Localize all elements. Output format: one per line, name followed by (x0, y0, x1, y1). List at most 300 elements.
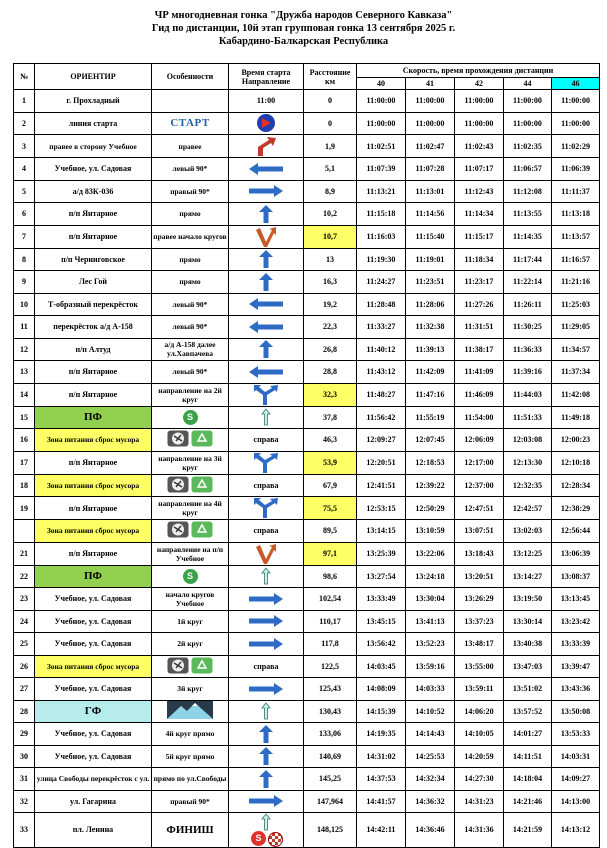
distance-cell: 19,2 (304, 293, 357, 316)
fork-right-arrow-icon (253, 497, 279, 519)
direction-cell (229, 678, 304, 701)
distance-cell: 37,8 (304, 406, 357, 429)
feature-cell: начало кругов Учебное (152, 588, 229, 611)
time-cell: 14:25:53 (406, 745, 455, 768)
orient-cell: ПФ (35, 406, 152, 429)
distance-cell: 147,964 (304, 790, 357, 813)
distance-cell: 13 (304, 248, 357, 271)
table-row (14, 225, 600, 248)
feature-cell (152, 565, 229, 588)
time-cell: 12:32:35 (504, 474, 552, 497)
time-cell: 13:55:00 (455, 655, 504, 678)
time-cell: 11:55:19 (406, 406, 455, 429)
orient-cell: Учебное, ул. Садовая (35, 745, 152, 768)
table-row (14, 203, 600, 226)
time-cell: 11:00:00 (455, 112, 504, 135)
time-cell: 13:24:18 (406, 565, 455, 588)
time-cell: 11:21:16 (552, 271, 600, 294)
orient-cell: п/п Янтарное (35, 497, 152, 520)
time-cell: 11:00:00 (504, 90, 552, 113)
orient-cell: Зона питания сброс мусора (35, 474, 152, 497)
row-number: 6 (14, 203, 35, 226)
time-cell: 13:19:50 (504, 588, 552, 611)
table-row (14, 497, 600, 520)
row-number (14, 520, 35, 543)
time-cell: 14:06:20 (455, 700, 504, 723)
time-cell: 11:19:30 (357, 248, 406, 271)
table-row (14, 542, 600, 565)
table-row (14, 588, 600, 611)
feature-cell: направление на 2й круг (152, 383, 229, 406)
time-cell: 11:34:57 (552, 338, 600, 361)
service-stop-icon: S (183, 569, 198, 584)
time-cell: 14:36:46 (406, 813, 455, 848)
distance-cell: 145,25 (304, 768, 357, 791)
feature-cell: левый 90* (152, 361, 229, 384)
distance-cell: 46,3 (304, 429, 357, 452)
table-row (14, 316, 600, 339)
time-cell: 11:15:18 (357, 203, 406, 226)
distance-cell: 28,8 (304, 361, 357, 384)
feature-cell: правее начало кругов (152, 225, 229, 248)
row-number: 28 (14, 700, 35, 723)
orient-cell: ГФ (35, 700, 152, 723)
table-row (14, 338, 600, 361)
time-cell: 11:06:57 (504, 158, 552, 181)
feature-cell: а/д А-158 далее ул.Хавпачева (152, 338, 229, 361)
service-stop-icon: S (183, 410, 198, 425)
time-cell: 14:10:05 (455, 723, 504, 746)
time-cell: 11:02:51 (357, 135, 406, 158)
time-cell: 11:00:00 (357, 112, 406, 135)
direction-cell (229, 655, 304, 678)
direction-cell (229, 813, 304, 848)
row-number: 30 (14, 745, 35, 768)
feature-cell: правее (152, 135, 229, 158)
time-cell: 11:11:37 (552, 180, 600, 203)
time-cell: 11:28:48 (357, 293, 406, 316)
distance-cell: 22,3 (304, 316, 357, 339)
time-cell: 12:47:51 (455, 497, 504, 520)
time-cell: 13:23:42 (552, 610, 600, 633)
straight-arrow-icon (258, 204, 274, 224)
orient-cell: п/п Янтарное (35, 225, 152, 248)
time-cell: 12:10:18 (552, 451, 600, 474)
direction-cell (229, 768, 304, 791)
table-row (14, 406, 600, 429)
time-cell: 14:01:27 (504, 723, 552, 746)
time-cell: 14:42:11 (357, 813, 406, 848)
row-number: 5 (14, 180, 35, 203)
feature-cell: правый 90* (152, 180, 229, 203)
recycle-icon (191, 521, 213, 538)
straight-arrow-icon (258, 272, 274, 292)
distance-cell: 5,1 (304, 158, 357, 181)
speed-42: 42 (455, 78, 504, 90)
orient-cell: п/п Янтарное (35, 542, 152, 565)
time-cell: 11:44:03 (504, 383, 552, 406)
table-row (14, 383, 600, 406)
feature-cell: прямо (152, 203, 229, 226)
orient-cell: а/д 83К-036 (35, 180, 152, 203)
time-cell: 11:39:16 (504, 361, 552, 384)
time-cell: 11:13:18 (552, 203, 600, 226)
col-header-orient: ОРИЕНТИР (35, 64, 152, 90)
time-cell: 14:19:35 (357, 723, 406, 746)
title-line-1: ЧР многодневная гонка "Дружба народов Северного Кавказа" (154, 10, 453, 21)
document-header (0, 0, 607, 47)
orient-cell: Учебное, ул. Садовая (35, 158, 152, 181)
table-row (14, 135, 600, 158)
feature-cell (152, 474, 229, 497)
direction-cell (229, 293, 304, 316)
row-number: 31 (14, 768, 35, 791)
distance-cell: 67,9 (304, 474, 357, 497)
straight-arrow-icon (258, 249, 274, 269)
time-cell: 14:31:23 (455, 790, 504, 813)
distance-cell: 89,5 (304, 520, 357, 543)
direction-cell (229, 135, 304, 158)
row-number: 3 (14, 135, 35, 158)
orient-cell: Т-образный перекрёсток (35, 293, 152, 316)
direction-text: справа (253, 661, 279, 671)
finish-icons (251, 834, 283, 843)
direction-cell (229, 565, 304, 588)
feature-cell (152, 520, 229, 543)
feature-cell: 3й круг (152, 678, 229, 701)
distance-cell: 122,5 (304, 655, 357, 678)
time-cell: 14:36:32 (406, 790, 455, 813)
feature-cell: направление на п/п Учебное (152, 542, 229, 565)
table-row (14, 429, 600, 452)
table-row (14, 90, 600, 113)
row-number: 14 (14, 383, 35, 406)
orient-cell: правее в сторону Учебное (35, 135, 152, 158)
time-cell: 13:10:59 (406, 520, 455, 543)
table-row (14, 451, 600, 474)
orient-cell: Учебное, ул. Садовая (35, 678, 152, 701)
direction-cell (229, 383, 304, 406)
distance-cell: 1,9 (304, 135, 357, 158)
time-cell: 11:38:17 (455, 338, 504, 361)
time-cell: 13:57:52 (504, 700, 552, 723)
time-cell: 11:30:25 (504, 316, 552, 339)
orient-cell: Учебное, ул. Садовая (35, 723, 152, 746)
direction-cell (229, 203, 304, 226)
time-cell: 11:06:39 (552, 158, 600, 181)
feature-cell (152, 429, 229, 452)
time-cell: 14:03:33 (406, 678, 455, 701)
orient-cell: г. Прохладный (35, 90, 152, 113)
time-cell: 11:54:00 (455, 406, 504, 429)
time-cell: 13:52:23 (406, 633, 455, 656)
time-cell: 11:23:51 (406, 271, 455, 294)
speed-44: 44 (504, 78, 552, 90)
table-row (14, 745, 600, 768)
feature-cell: прямо (152, 248, 229, 271)
row-number: 15 (14, 406, 35, 429)
time-cell: 13:12:25 (504, 542, 552, 565)
time-cell: 14:41:57 (357, 790, 406, 813)
recycle-icon (191, 430, 213, 447)
time-cell: 11:49:18 (552, 406, 600, 429)
mountain-finish-icon (167, 701, 213, 719)
left-turn-arrow-icon (248, 365, 284, 379)
time-cell: 12:37:00 (455, 474, 504, 497)
time-cell: 13:25:39 (357, 542, 406, 565)
row-number: 1 (14, 90, 35, 113)
row-number: 26 (14, 655, 35, 678)
right-turn-arrow-icon (248, 184, 284, 198)
time-cell: 14:15:39 (357, 700, 406, 723)
row-number: 19 (14, 497, 35, 520)
time-cell: 11:41:09 (455, 361, 504, 384)
direction-cell (229, 271, 304, 294)
direction-cell (229, 497, 304, 520)
time-cell: 11:12:08 (504, 180, 552, 203)
left-turn-arrow-icon (248, 162, 284, 176)
time-cell: 14:13:12 (552, 813, 600, 848)
time-cell: 13:02:03 (504, 520, 552, 543)
table-row (14, 610, 600, 633)
orient-cell: пл. Ленина (35, 813, 152, 848)
time-cell: 11:28:06 (406, 293, 455, 316)
row-number: 32 (14, 790, 35, 813)
distance-cell: 130,43 (304, 700, 357, 723)
time-cell: 13:48:17 (455, 633, 504, 656)
time-cell: 13:33:39 (552, 633, 600, 656)
direction-text: справа (253, 526, 279, 536)
time-cell: 13:14:15 (357, 520, 406, 543)
orient-cell: п/п Черниговское (35, 248, 152, 271)
feature-cell: левый 90* (152, 316, 229, 339)
fork-right-arrow-icon (253, 384, 279, 406)
time-cell: 13:14:27 (504, 565, 552, 588)
bear-right-arrow-icon (254, 135, 278, 157)
distance-cell: 53,9 (304, 451, 357, 474)
time-cell: 12:00:23 (552, 429, 600, 452)
direction-text: 11:00 (256, 96, 276, 106)
row-number: 12 (14, 338, 35, 361)
row-number: 25 (14, 633, 35, 656)
orient-cell: Учебное, ул. Садовая (35, 610, 152, 633)
time-cell: 12:39:22 (406, 474, 455, 497)
direction-cell (229, 158, 304, 181)
time-cell: 11:13:01 (406, 180, 455, 203)
col-header-num: № (14, 64, 35, 90)
feature-cell: правый 90* (152, 790, 229, 813)
food-zone-icon (167, 430, 189, 447)
table-row (14, 678, 600, 701)
time-cell: 13:06:39 (552, 542, 600, 565)
time-cell: 14:11:51 (504, 745, 552, 768)
time-cell: 11:19:01 (406, 248, 455, 271)
time-cell: 13:37:23 (455, 610, 504, 633)
row-number: 22 (14, 565, 35, 588)
time-cell: 11:24:27 (357, 271, 406, 294)
row-number: 10 (14, 293, 35, 316)
orient-cell: перекрёсток а/д А-158 (35, 316, 152, 339)
speed-46: 46 (552, 78, 600, 90)
orient-cell: п/п Янтарное (35, 383, 152, 406)
table-row (14, 700, 600, 723)
time-cell: 11:17:44 (504, 248, 552, 271)
direction-text: справа (253, 480, 279, 490)
distance-cell: 98,6 (304, 565, 357, 588)
time-cell: 11:00:00 (504, 112, 552, 135)
time-cell: 14:09:27 (552, 768, 600, 791)
time-cell: 13:08:37 (552, 565, 600, 588)
straight-arrow-icon (258, 339, 274, 359)
feature-cell: левый 90* (152, 158, 229, 181)
time-cell: 13:27:54 (357, 565, 406, 588)
direction-cell (229, 112, 304, 135)
time-cell: 11:16:57 (552, 248, 600, 271)
distance-cell: 0 (304, 90, 357, 113)
time-cell: 12:53:15 (357, 497, 406, 520)
right-turn-arrow-icon (248, 794, 284, 808)
time-cell: 13:30:04 (406, 588, 455, 611)
thin-arrow-up-icon (261, 567, 271, 585)
direction-cell (229, 700, 304, 723)
direction-cell (229, 790, 304, 813)
time-cell: 11:27:26 (455, 293, 504, 316)
orient-cell: Лес Гой (35, 271, 152, 294)
row-number: 33 (14, 813, 35, 848)
time-cell: 11:00:00 (406, 112, 455, 135)
direction-cell (229, 588, 304, 611)
direction-text: справа (253, 435, 279, 445)
table-row (14, 565, 600, 588)
v-turn-right-arrow-icon (254, 226, 278, 248)
orient-cell: ул. Гагарина (35, 790, 152, 813)
time-cell: 11:33:27 (357, 316, 406, 339)
time-cell: 13:13:45 (552, 588, 600, 611)
v-turn-right-arrow-icon (254, 543, 278, 565)
start-circle-icon (256, 113, 276, 133)
left-turn-arrow-icon (248, 320, 284, 334)
orient-cell: п/п Янтарное (35, 203, 152, 226)
feature-cell (152, 655, 229, 678)
time-cell: 11:02:47 (406, 135, 455, 158)
time-cell: 11:51:33 (504, 406, 552, 429)
time-cell: 11:07:17 (455, 158, 504, 181)
straight-arrow-icon (258, 724, 274, 744)
time-cell: 12:41:51 (357, 474, 406, 497)
col-header-time-direction: Время старта Направление (229, 64, 304, 90)
feature-cell (152, 700, 229, 723)
food-zone-icon (167, 657, 189, 674)
time-cell: 11:14:35 (504, 225, 552, 248)
direction-cell (229, 542, 304, 565)
time-cell: 11:12:43 (455, 180, 504, 203)
distance-cell: 125,43 (304, 678, 357, 701)
row-number: 2 (14, 112, 35, 135)
time-cell: 11:00:00 (552, 112, 600, 135)
feature-cell: 1й круг (152, 610, 229, 633)
time-cell: 11:00:00 (357, 90, 406, 113)
table-row (14, 723, 600, 746)
row-number: 11 (14, 316, 35, 339)
time-cell: 13:40:38 (504, 633, 552, 656)
time-cell: 13:53:33 (552, 723, 600, 746)
time-cell: 12:18:53 (406, 451, 455, 474)
time-cell: 11:15:17 (455, 225, 504, 248)
time-cell: 11:13:55 (504, 203, 552, 226)
direction-cell (229, 610, 304, 633)
time-cell: 11:02:35 (504, 135, 552, 158)
time-cell: 13:18:43 (455, 542, 504, 565)
thin-arrow-up-icon (261, 408, 271, 426)
time-cell: 12:17:00 (455, 451, 504, 474)
feature-cell: 4й круг прямо (152, 723, 229, 746)
time-cell: 13:41:13 (406, 610, 455, 633)
row-number: 17 (14, 451, 35, 474)
time-cell: 11:56:42 (357, 406, 406, 429)
time-cell: 11:00:00 (552, 90, 600, 113)
time-cell: 13:33:49 (357, 588, 406, 611)
feature-cell (152, 406, 229, 429)
time-cell: 14:31:36 (455, 813, 504, 848)
time-cell: 13:50:08 (552, 700, 600, 723)
time-cell: 11:47:16 (406, 383, 455, 406)
row-number: 29 (14, 723, 35, 746)
time-cell: 11:15:40 (406, 225, 455, 248)
speed-41: 41 (406, 78, 455, 90)
left-turn-arrow-icon (248, 297, 284, 311)
right-turn-arrow-icon (248, 592, 284, 606)
feature-cell: прямо (152, 271, 229, 294)
distance-cell: 0 (304, 112, 357, 135)
orient-cell: Учебное, ул. Садовая (35, 588, 152, 611)
distance-cell: 97,1 (304, 542, 357, 565)
feature-cell: направление на 4й круг (152, 497, 229, 520)
time-cell: 11:07:28 (406, 158, 455, 181)
table-row (14, 474, 600, 497)
orient-cell: Зона питания сброс мусора (35, 520, 152, 543)
time-cell: 11:31:51 (455, 316, 504, 339)
time-cell: 14:21:46 (504, 790, 552, 813)
recycle-icon (191, 476, 213, 493)
orient-cell: улица Свободы перекрёсток с ул. (35, 768, 152, 791)
row-number: 8 (14, 248, 35, 271)
time-cell: 11:29:05 (552, 316, 600, 339)
table-row (14, 768, 600, 791)
time-cell: 11:26:11 (504, 293, 552, 316)
direction-cell (229, 225, 304, 248)
time-cell: 11:18:34 (455, 248, 504, 271)
distance-cell: 102,54 (304, 588, 357, 611)
direction-cell (229, 474, 304, 497)
route-guide-table (13, 63, 600, 848)
table-row (14, 813, 600, 848)
stop-circle-icon: S (251, 831, 266, 846)
direction-cell (229, 745, 304, 768)
distance-cell: 133,06 (304, 723, 357, 746)
distance-cell: 117,8 (304, 633, 357, 656)
row-number: 9 (14, 271, 35, 294)
distance-cell: 148,125 (304, 813, 357, 848)
direction-cell (229, 316, 304, 339)
time-cell: 11:14:56 (406, 203, 455, 226)
time-cell: 12:28:34 (552, 474, 600, 497)
time-cell: 12:56:44 (552, 520, 600, 543)
orient-cell: п/п Янтарное (35, 451, 152, 474)
distance-cell: 8,9 (304, 180, 357, 203)
distance-cell: 140,69 (304, 745, 357, 768)
row-number: 16 (14, 429, 35, 452)
speed-40: 40 (357, 78, 406, 90)
